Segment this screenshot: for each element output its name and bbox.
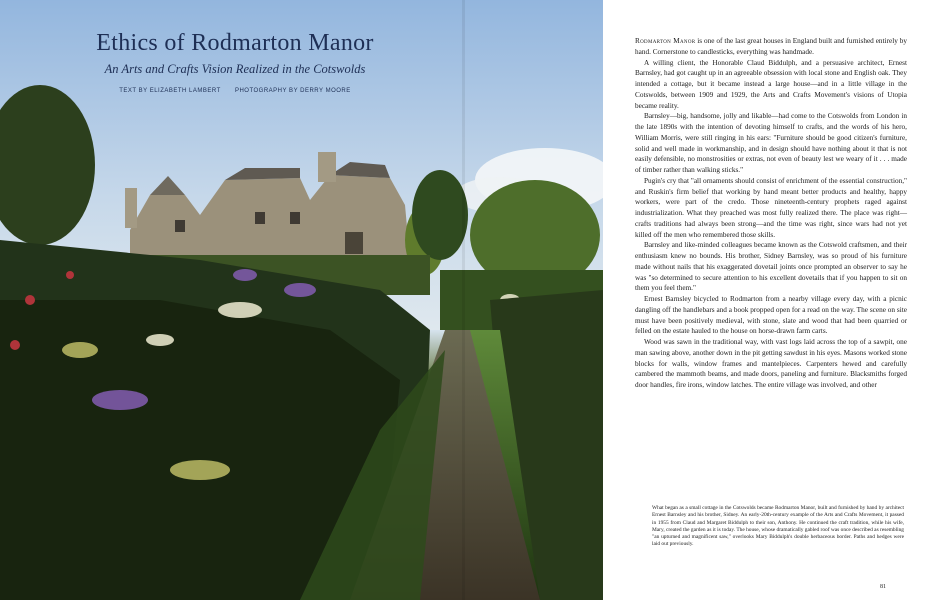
article-body xyxy=(635,36,907,391)
article-subtitle: An Arts and Crafts Vision Realized in the Cotswolds xyxy=(104,62,366,76)
article-paragraph: Barnsley and like-minded colleagues became known as the Cotswold craftsmen, and their enthusiasm knew no bounds. His brother, Sidney Barnsley, was so proud of his furniture made without nails that his exaggerated dovetail joints once prompted an observer to say he was "so determined to secure attention to his excellent dovetails that if you happen to sit on them you feel them." xyxy=(635,241,907,293)
article-paragraph: Wood was sawn in the traditional way, with vast logs laid across the top of a sawpit, one man sawing above, another down in the pit getting sawdust in his eyes. Masons worked stone blocks for walls, window frames and mantelpieces. Carpenters hewed and carefully cambered the mammoth beams, and made doors, paneling and furniture. Blacksmiths forged door handles, fire irons, window latches. The entire village was involved, and other xyxy=(635,338,907,389)
article-paragraph: Barnsley—big, handsome, jolly and likable—had come to the Cotswolds from London in the late 1890s with the intention of devoting himself to crafts, and the words of his hero, William Morris, were still ringing in his ears: "Furniture should be good citizen's furniture, solid and well made in workmanship, and in design should have nothing about it that is not easily defensible, no monstrosities or extras, not even of beauty lest we weary of it . . . made of timber rather than walking sticks." xyxy=(635,112,907,174)
article-title: Ethics of Rodmarton Manor xyxy=(96,30,374,56)
lead-smallcaps: Rodmarton Manor xyxy=(635,37,696,45)
article-paragraph: Pugin's cry that "all ornaments should consist of enrichment of the essential construction," and Ruskin's firm belief that working by hand meant better products and healthy, happy workers, were part of the credo. Those nineteenth-century prophets raged against industrialization. What they preached was most fully realized there. The place was right—crafts traditions had always been strong—and the time was right, since wars had not yet killed off the men who remembered those skills. xyxy=(635,176,907,239)
credits xyxy=(0,88,470,94)
photo-credit: PHOTOGRAPHY BY DERRY MOORE xyxy=(234,88,351,94)
article-paragraph: A willing client, the Honorable Claud Biddulph, and a persuasive architect, Ernest Barnsley, had got caught up in an agreeable obsession with local stone and English oak. They intended a cottage, but it became instead a large house—and in a little village in the Cotswolds, between 1909 and 1929, the Arts and Crafts Movement's visions of Utopia became reality. xyxy=(635,58,907,110)
article-paragraph: Rodmarton Manor is one of the last great houses in England built and furnished entirely by hand. Cornerstone to candlesticks, everything was handmade. xyxy=(635,37,908,56)
text-credit: TEXT BY ELIZABETH LAMBERT xyxy=(119,88,221,94)
page-number: 81 xyxy=(880,584,886,590)
article-paragraph: Ernest Barnsley bicycled to Rodmarton from a nearby village every day, with a picnic dangling off the handlebars and a book propped open for a read on the way. The scene on site must have been positively medieval, with stone, slate and wood that had been quarried or felled on the estate hauled to the house on horse-drawn farm carts. xyxy=(635,295,907,336)
photo-caption: What began as a small cottage in the Cotswolds became Rodmarton Manor, built and furnished by hand by architect Ernest Barnsley and his brother, Sidney. An early-20th-century example of the Arts and Crafts Movement, it passed in 1955 from Claud and Margaret Biddulph to their son, Anthony. He continued the craft tradition, while his wife, Mary, created the garden as it is today. The house, whose dramatically gabled roof was once described as resembling "an upturned and magnificent saw," overlooks Mary Biddulph's double herbaceous border. Paths and hedges were laid out previously. xyxy=(652,505,904,548)
